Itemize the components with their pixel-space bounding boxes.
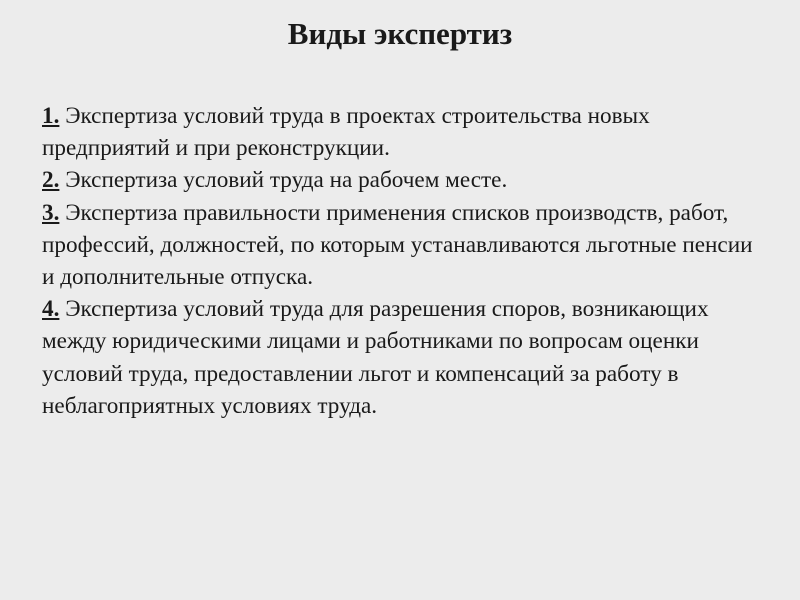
- item-text: Экспертиза правильности применения списков производств, работ, профессий, должностей, по которым устанавливаются льготные пенсии и дополнительные отпуска.: [42, 199, 753, 291]
- item-number: 4.: [42, 296, 60, 323]
- item-text: Экспертиза условий труда на рабочем месте.: [59, 167, 508, 194]
- list-item: [42, 100, 767, 164]
- list-item: [42, 197, 767, 294]
- slide-title: Виды экспертиз: [287, 16, 513, 51]
- item-text: Экспертиза условий труда для разрешения споров, возникающих между юридическими лицами и работниками по вопросам оценки условий труда, предоставлении льгот и компенсаций за работу в неблагоприятных условиях труда.: [42, 296, 709, 419]
- expertise-list: [42, 100, 767, 422]
- item-number: 2.: [42, 167, 60, 194]
- list-item: [42, 293, 767, 422]
- item-number: 1.: [42, 103, 60, 129]
- item-text: Экспертиза условий труда в проектах строительства новых предприятий и при реконструкции.: [42, 103, 650, 162]
- item-number: 3.: [42, 199, 60, 226]
- list-item: [42, 164, 767, 196]
